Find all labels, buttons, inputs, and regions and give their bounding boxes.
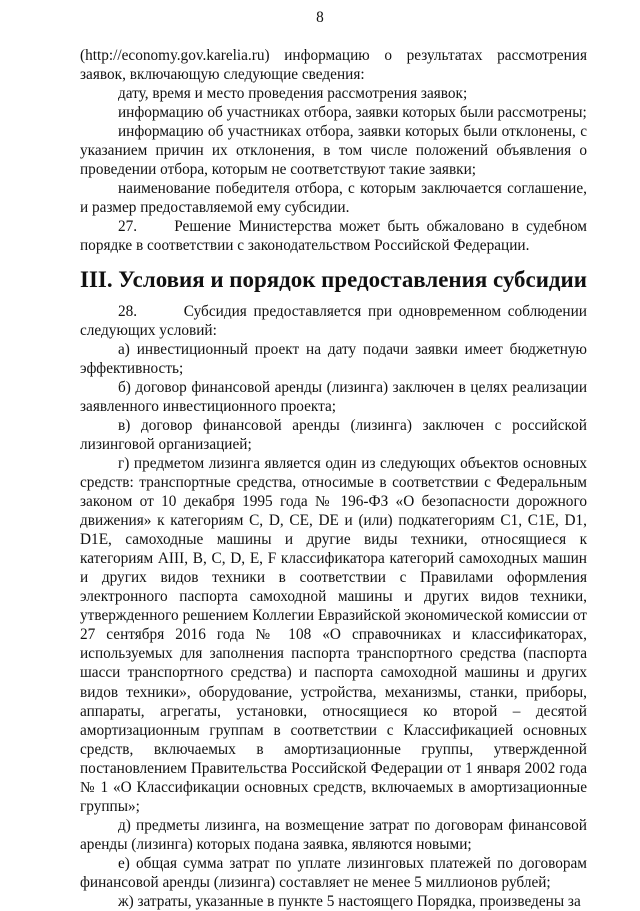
condition-item-b: б) договор финансовой аренды (лизинга) заключен в целях реализации заявленного инвестиционного проекта;	[80, 378, 587, 415]
paragraph-review-date: дату, время и место проведения рассмотрения заявок;	[118, 85, 468, 103]
condition-item-a: а) инвестиционный проект на дату подачи заявки имеет бюджетную эффективность;	[80, 340, 587, 377]
results-disclosure-section	[80, 46, 587, 256]
page-number: 8	[316, 9, 324, 26]
condition-item-v: в) договор финансовой аренды (лизинга) заключен с российской лизинговой организацией;	[80, 416, 587, 453]
subsidy-conditions-section	[80, 302, 587, 911]
condition-item-d: д) предметы лизинга, на возмещение затрат по договорам финансовой аренды (лизинга) которых подана заявка, являются новыми;	[80, 816, 587, 853]
paragraph-disclosure-intro: (http://economy.gov.karelia.ru) информацию о результатах рассмотрения заявок, включающую следующие сведения:	[80, 47, 587, 84]
paragraph-rejected-participants: информацию об участниках отбора, заявки которых были отклонены, с указанием причин их отклонения, в том числе положений объявления о проведении отбора, которым не соответствуют такие заявки;	[80, 123, 587, 179]
paragraph-clause-27: 27. Решение Министерства может быть обжаловано в судебном порядке в соответствии с законодательством Российской Федерации.	[80, 218, 587, 255]
paragraph-clause-28: 28. Субсидия предоставляется при одновременном соблюдении следующих условий:	[80, 302, 587, 339]
condition-item-g: г) предметом лизинга является один из следующих объектов основных средств: транспортные средства, относимые в соответствии с Федеральным законом от 10 декабря 1995 года № 196-ФЗ «О безопасности дорожного движения» к категориям С, D, CE, DE и (или) подкатегориям С1, С1Е, D1, D1E, самоходные машины и другие виды техники, относящиеся к категориям AIII, B, C, D, E, F классификатора категорий самоходных машин и других видов техники в соответствии с Правилами оформления электронного паспорта самоходной машины и других видов техники, утвержденного решением Коллегии Евразийской экономической комиссии от 27 сентября 2016 года № 108 «О справочниках и классификаторах, используемых для заполнения паспорта транспортного средства (паспорта шасси транспортного средства) и паспорта самоходной машины и других видов техники», оборудование, устройства, механизмы, станки, приборы, аппараты, агрегаты, установки, относящиеся ко второй – десятой амортизационным группам в соответствии с Классификацией основных средств, включаемых в амортизационные группы, утвержденной постановлением Правительства Российской Федерации от 1 января 2002 года № 1 «О Классификации основных средств, включаемых в амортизационные группы»;	[80, 454, 587, 815]
condition-item-e: е) общая сумма затрат по уплате лизинговых платежей по договорам финансовой аренды (лизинга) составляет не менее 5 миллионов рублей;	[80, 854, 587, 891]
section-heading: III. Условия и порядок предоставления субсидии	[80, 266, 587, 292]
paragraph-reviewed-participants: информацию об участниках отбора, заявки которых были рассмотрены;	[118, 104, 587, 122]
paragraph-winner: наименование победителя отбора, с которым заключается соглашение, и размер предоставляемой ему субсидии.	[80, 180, 587, 217]
condition-item-zh: ж) затраты, указанные в пункте 5 настоящего Порядка, произведены за	[118, 893, 581, 911]
document-body	[80, 46, 587, 911]
